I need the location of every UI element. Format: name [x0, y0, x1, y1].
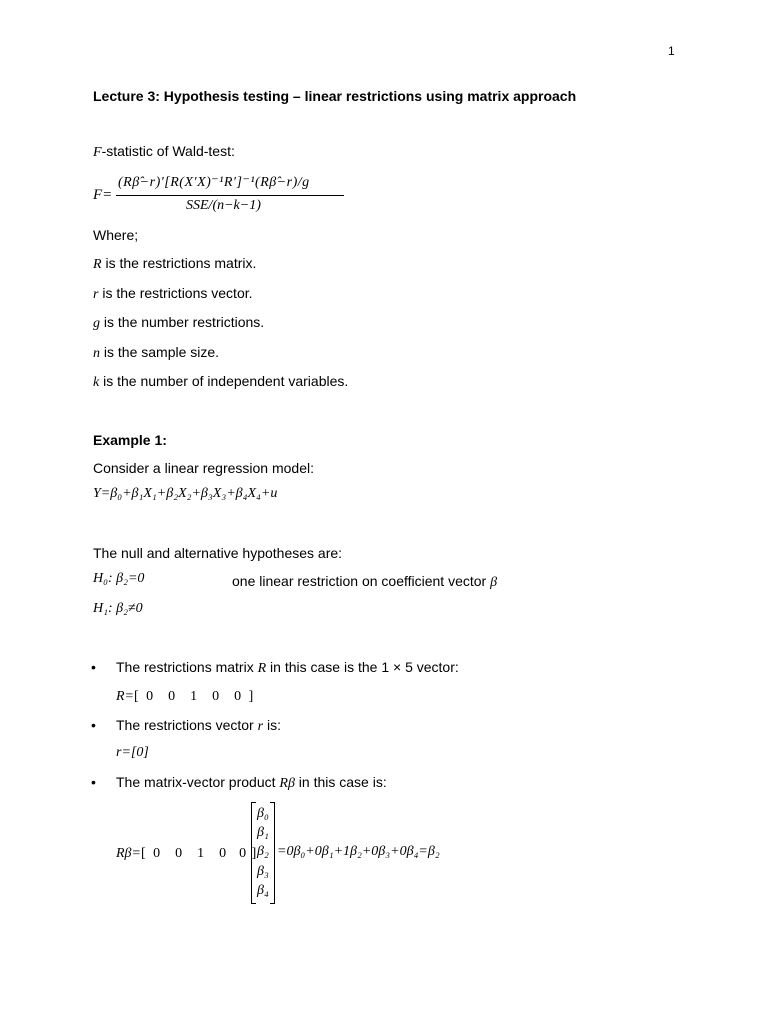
bullet-restrictions-matrix: [116, 659, 459, 677]
example-intro: Consider a linear regression model:: [93, 460, 314, 476]
product-lhs: [116, 844, 256, 862]
where-item-r-vector: [93, 285, 253, 303]
r-matrix-entry: 0: [146, 689, 154, 704]
where-heading: Where;: [93, 227, 139, 243]
where-text: is the number restrictions.: [100, 314, 265, 330]
fstat-var: F: [93, 145, 102, 160]
fraction-bar: [116, 195, 344, 196]
bracket: [: [134, 689, 139, 704]
note-text: one linear restriction on coefficient vector: [232, 573, 491, 589]
where-text: is the number of independent variables.: [99, 373, 349, 389]
r-matrix-lhs: R=: [116, 689, 134, 704]
r-matrix-eq: [116, 687, 253, 705]
fstat-denominator: SSE/(n−k−1): [186, 198, 261, 213]
fstat-lhs: F=: [93, 187, 113, 203]
r-matrix-entry: 1: [190, 689, 198, 704]
beta-vector-entry: β₂: [257, 844, 269, 859]
bullet-text: is:: [263, 717, 281, 733]
r-matrix-entry: 1: [197, 846, 205, 861]
bullet-dot: •: [91, 717, 96, 733]
where-item-r-matrix: [93, 255, 256, 273]
bracket: ]: [248, 689, 254, 704]
symbol: Rβ: [279, 776, 295, 791]
beta-vector-entry: β₀: [257, 806, 269, 821]
null-hypothesis-note: [232, 573, 497, 591]
r-matrix-entry: 0: [219, 846, 227, 861]
alt-hypothesis: H₁: β₂≠0: [93, 601, 143, 616]
bullet-restrictions-vector: [116, 717, 281, 735]
symbol: r: [93, 287, 99, 302]
bullet-text: The restrictions vector: [116, 717, 258, 733]
beta-vector-right-bracket: [270, 802, 275, 904]
fstat-label: [93, 143, 235, 161]
symbol: r: [257, 719, 264, 734]
page-number: 1: [668, 44, 675, 58]
symbol: g: [93, 316, 100, 331]
hypotheses-intro: The null and alternative hypotheses are:: [93, 545, 343, 561]
bullet-dot: •: [91, 659, 96, 675]
symbol: β: [490, 575, 498, 590]
where-text: is the restrictions matrix.: [101, 255, 257, 271]
where-text: is the restrictions vector.: [98, 285, 253, 301]
bracket: ]: [251, 846, 257, 861]
regression-model: Y=β₀+β₁X₁+β₂X₂+β₃X₃+β₄X₄+u: [93, 486, 278, 501]
r-matrix-entry: 0: [234, 689, 242, 704]
bullet-text: in this case is:: [294, 774, 387, 790]
example-heading: Example 1:: [93, 432, 167, 448]
beta-vector-entry: β₁: [257, 825, 269, 840]
r-matrix-entry: 0: [175, 846, 183, 861]
beta-vector-entry: β₄: [257, 883, 269, 898]
bullet-text: The matrix-vector product: [116, 774, 280, 790]
null-hypothesis: H₀: β₂=0: [93, 571, 145, 586]
product-rhs: =0β₀+0β₁+1β₂+0β₃+0β₄=β₂: [277, 844, 440, 859]
symbol: R: [257, 661, 267, 676]
symbol: R: [93, 257, 102, 272]
fstat-label-text: -statistic of Wald-test:: [101, 143, 235, 159]
where-item-n: [93, 344, 219, 362]
r-matrix-entry: 0: [153, 846, 161, 861]
where-item-g: [93, 314, 264, 332]
bullet-matrix-vector-product: [116, 774, 387, 792]
r-matrix-entry: 0: [168, 689, 176, 704]
r-matrix-entry: 0: [239, 846, 247, 861]
page-title: Lecture 3: Hypothesis testing – linear restrictions using matrix approach: [93, 88, 577, 104]
where-text: is the sample size.: [100, 344, 220, 360]
bullet-text: in this case is the 1 × 5 vector:: [266, 659, 459, 675]
beta-vector-left-bracket: [251, 802, 256, 904]
beta-vector-entry: β₃: [257, 864, 269, 879]
bullet-text: The restrictions matrix: [116, 659, 258, 675]
symbol: k: [93, 375, 100, 390]
where-item-k: [93, 373, 348, 391]
bullet-dot: •: [91, 774, 96, 790]
symbol: n: [93, 346, 100, 361]
r-matrix-entry: 0: [212, 689, 220, 704]
bracket: [: [140, 846, 146, 861]
r-vector-eq: r=[0]: [116, 745, 149, 760]
fstat-numerator: (Rβ̂−r)′[R(X′X)⁻¹R′]⁻¹(Rβ̂−r)/g: [118, 175, 310, 190]
product-lhs-text: Rβ=: [116, 846, 141, 861]
